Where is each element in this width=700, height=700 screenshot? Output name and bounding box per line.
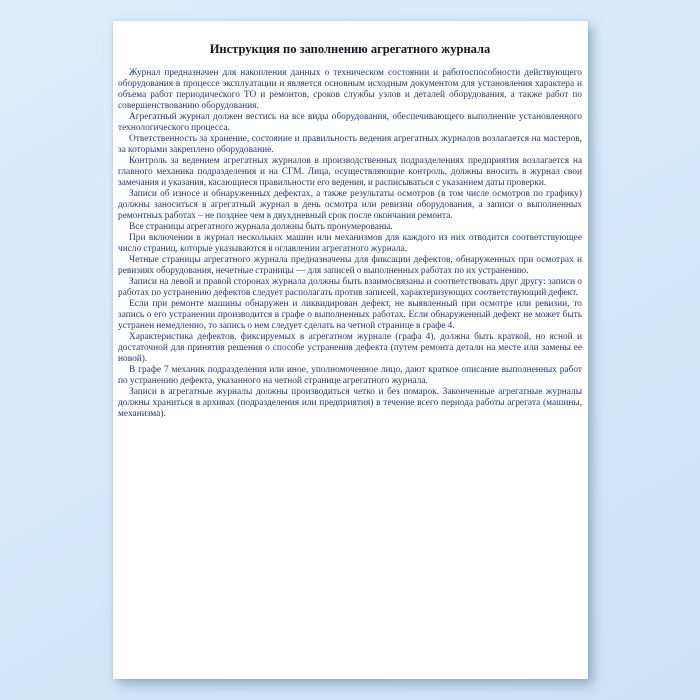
paragraph: Агрегатный журнал должен вестись на все виды оборудования, обеспечивающего выполнение установленного технологического процесса. xyxy=(118,112,582,133)
document-title: Инструкция по заполнению агрегатного журнала xyxy=(209,42,491,56)
paragraph: Четные страницы агрегатного журнала предназначены для фиксации дефектов, обнаруженных при осмотрах и ревизиях оборудования, нечетные страницы — для записей о выполненных работах по их устранению. xyxy=(118,255,582,276)
paragraph: Записи на левой и правой сторонах журнала должны быть взаимосвязаны и соответствовать друг другу: записи о работах по устранению дефектов следует располагать против записей, характеризующих соответствующий дефект. xyxy=(118,277,582,298)
paragraph: Ответственность за хранение, состояние и правильность ведения агрегатных журналов возлагается на мастеров, за которыми закреплено оборудование. xyxy=(118,134,582,155)
paragraph: При включении в журнал нескольких машин или механизмов для каждого из них отводится соответствующее число страниц, которые указываются в оглавлении агрегатного журнала. xyxy=(118,233,582,254)
document-page xyxy=(113,21,588,679)
paragraph: Записи об износе и обнаруженных дефектах, а также результаты осмотров (в том числе осмотров по графику) должны заноситься в агрегатный журнал в день осмотра или ревизии оборудования, а записи о выполненных ремонтных работах – не позднее чем в двухдневный срок после окончания ремонта. xyxy=(118,189,582,221)
paragraph: В графе 7 механик подразделения или иное, уполномоченное лицо, дают краткое описание выполненных работ по устранению дефекта, указанного на четной странице агрегатного журнала. xyxy=(118,365,582,386)
document-body xyxy=(118,68,582,420)
paragraph: Записи в агрегатные журналы должны производиться четко и без помарок. Законченные агрегатные журналы должны храниться в архивах (подразделения или предприятия) в течение всего периода работы агрегата (машины, механизма). xyxy=(118,387,582,419)
paragraph: Если при ремонте машины обнаружен и ликвидирован дефект, не выявленный при осмотре или ревизии, то запись о его устранении производится в графе о выполненных работах. Если обнаруженный дефект не может быть устранен немедленно, то запись о нем следует сделать на четной странице в графе 4. xyxy=(118,299,582,331)
paragraph: Все страницы агрегатного журнала должны быть пронумерованы. xyxy=(129,222,393,232)
paragraph: Характеристика дефектов, фиксируемых в агрегатном журнале (графа 4), должна быть краткой, но ясной и достаточной для принятия решения о способе устранения дефекта (путем ремонта детали на месте или замены ее новой). xyxy=(118,332,582,364)
paragraph: Контроль за ведением агрегатных журналов в производственных подразделениях предприятия возлагается на главного механика подразделения и на СГМ. Лица, осуществляющие контроль, должны вносить в журнал свои замечания и указания, касающиеся правильности его ведения, и расписываться с указанием даты проверки. xyxy=(118,156,582,188)
paragraph: Журнал предназначен для накопления данных о техническом состоянии и работоспособности действующего оборудования в процессе эксплуатации и является основным исходным документом для установления характера и объема работ периодического ТО и ремонтов, сроков службы узлов и деталей оборудования, а также работ по совершенствованию оборудования. xyxy=(118,68,582,111)
